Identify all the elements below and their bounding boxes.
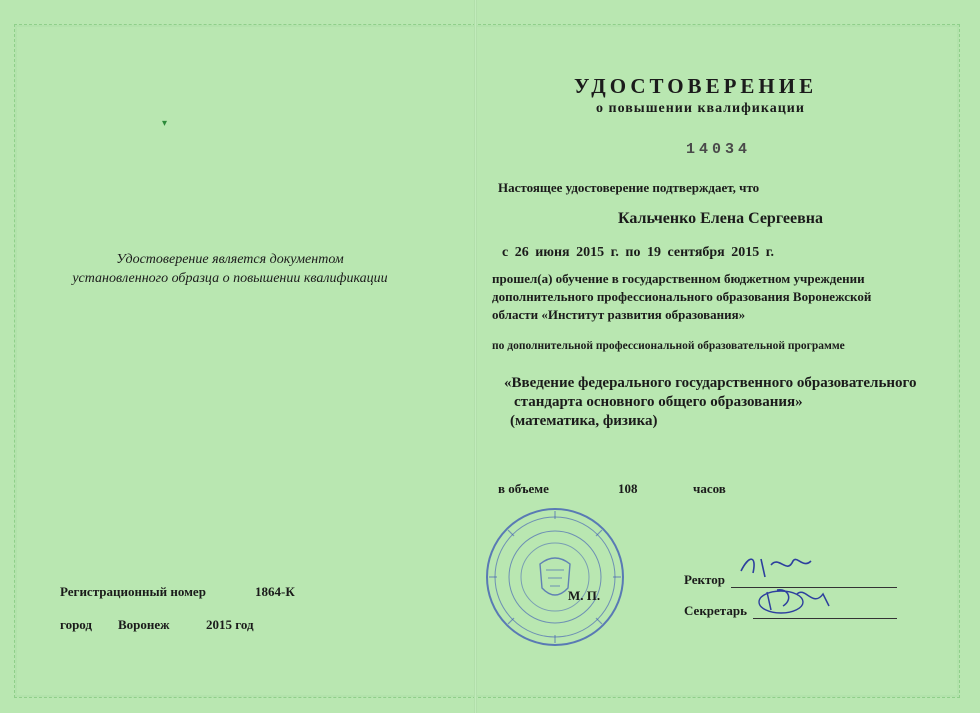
secretary-signature-line — [753, 604, 897, 619]
intro-line: установленного образца о повышении квалификации — [72, 271, 388, 286]
hours-label: часов — [693, 481, 726, 496]
program-line: (математика, физика) — [510, 413, 658, 429]
institution-text — [492, 270, 912, 324]
institution-line: прошел(а) обучение в государственном бюджетном учреждении — [492, 271, 865, 286]
document-title: УДОСТОВЕРЕНИЕ — [574, 74, 818, 98]
training-dates: с 26 июня 2015 г. по 19 сентября 2015 г. — [502, 245, 775, 260]
city-row — [60, 617, 254, 633]
city-name: Воронеж — [118, 617, 170, 632]
right-page — [478, 0, 980, 713]
left-page — [0, 0, 474, 713]
document-number: 14034 — [686, 141, 752, 158]
volume-hours: 108 — [618, 481, 638, 496]
registration-label: Регистрационный номер — [60, 584, 206, 599]
official-stamp-icon — [484, 506, 626, 648]
person-name: Кальченко Елена Сергеевна — [618, 210, 823, 227]
intro-statement — [40, 250, 420, 288]
volume-row — [498, 481, 726, 497]
program-line: стандарта основного общего образования» — [514, 394, 803, 410]
document-subtitle: о повышении квалификации — [596, 101, 805, 116]
rector-signature-icon — [731, 551, 821, 581]
secretary-label: Секретарь — [684, 603, 747, 618]
seal-label: М. П. — [568, 588, 601, 603]
green-mark-icon: ▾ — [162, 118, 168, 129]
city-label: город — [60, 617, 93, 632]
volume-label: в объеме — [498, 481, 549, 496]
secretary-signature-row — [684, 603, 897, 619]
issue-year: 2015 год — [206, 617, 254, 632]
program-intro: по дополнительной профессиональной образовательной программе — [492, 340, 845, 352]
registration-number: 1864-К — [255, 584, 295, 599]
program-line: «Введение федерального государственного образовательного — [504, 375, 917, 391]
registration-row — [60, 584, 295, 600]
secretary-signature-icon — [753, 582, 843, 616]
institution-line: дополнительного профессионального образования Воронежской — [492, 289, 872, 304]
institution-line: области «Институт развития образования» — [492, 307, 746, 322]
rector-label: Ректор — [684, 572, 725, 587]
confirms-text: Настоящее удостоверение подтверждает, что — [498, 180, 760, 195]
program-title — [504, 374, 944, 431]
center-fold — [474, 0, 477, 713]
intro-line: Удостоверение является документом — [116, 252, 344, 267]
